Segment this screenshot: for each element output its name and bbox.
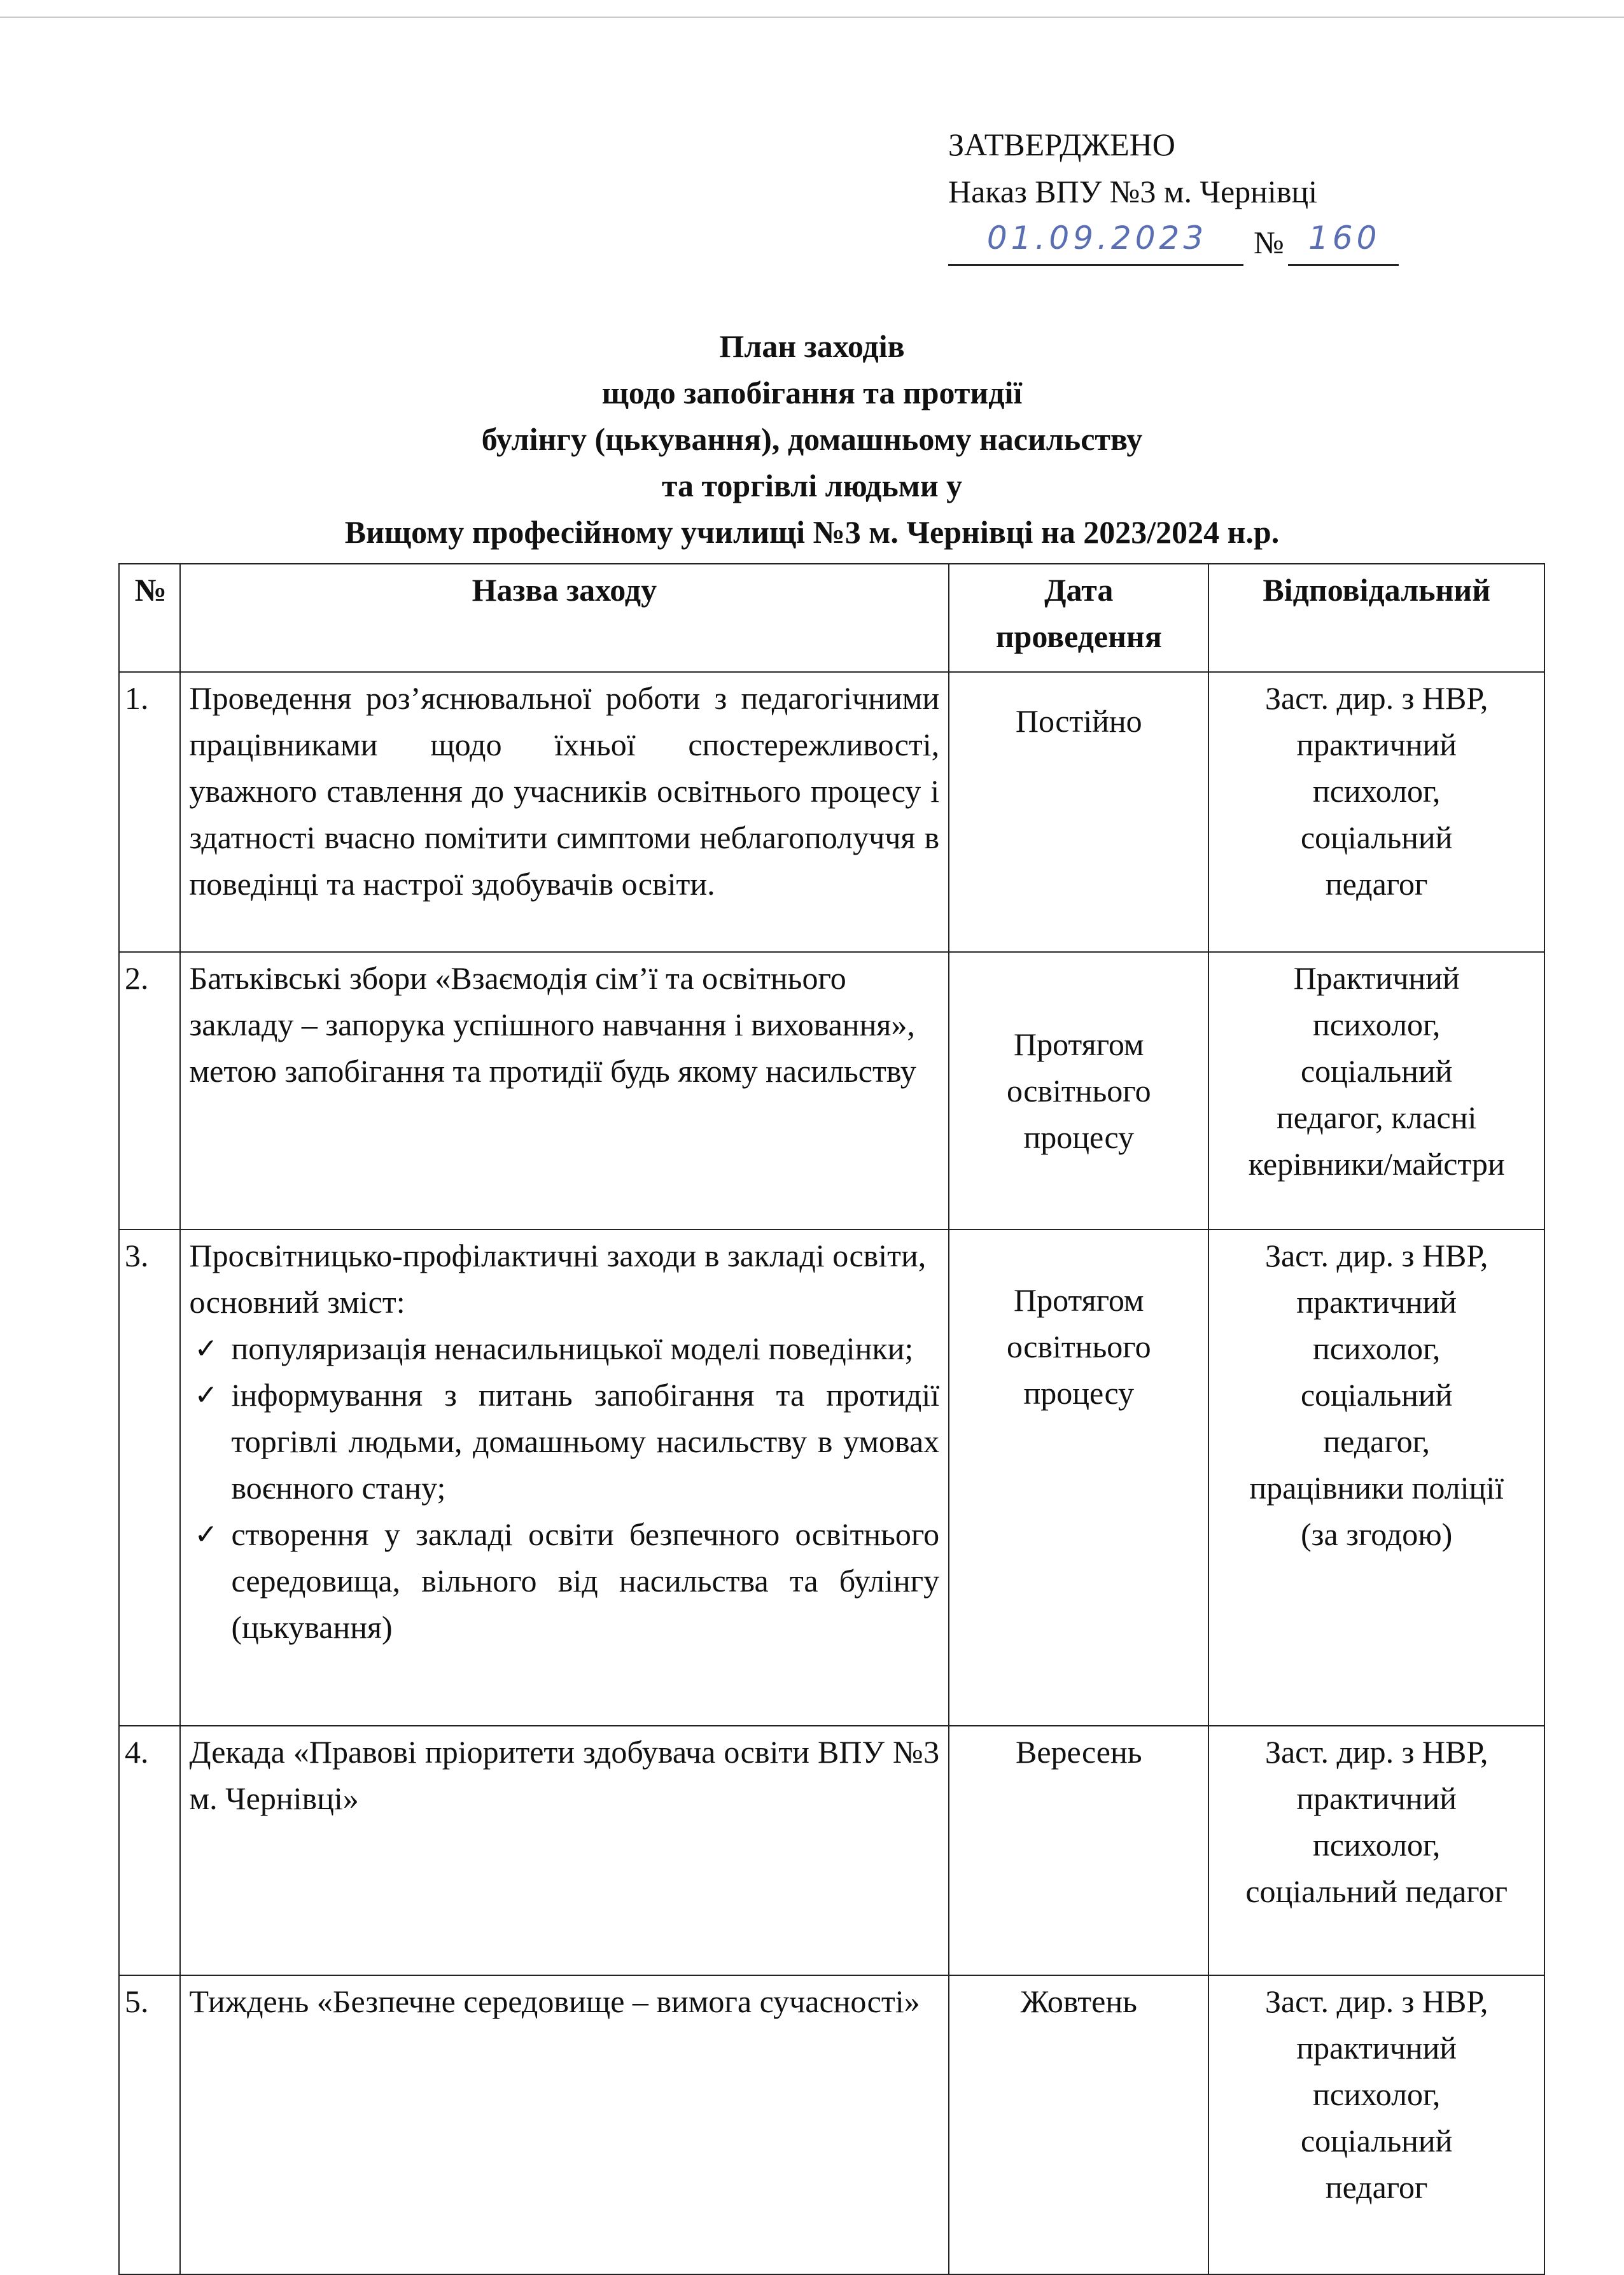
row-date-line: процесу (1023, 1375, 1135, 1411)
row-num: 5. (119, 1975, 180, 2274)
header-date (949, 564, 1208, 672)
title-line-1: План заходів (719, 328, 905, 364)
row-num: 3. (119, 1229, 180, 1726)
responsible-line: психолог, (1312, 1331, 1441, 1366)
bullet-list (190, 1326, 940, 1651)
responsible-line: психолог, (1312, 1007, 1441, 1042)
row-date (949, 1229, 1208, 1726)
row-date (949, 672, 1208, 952)
row-date-line: Протягом (1013, 1282, 1144, 1318)
responsible-line: психолог, (1312, 2076, 1441, 2112)
row-num: 2. (119, 952, 180, 1229)
responsible-line: Заст. дир. з НВР, (1264, 1984, 1488, 2019)
row-name: Проведення роз’яснювальної роботи з педагогічними працівниками щодо їхньої спостережливості, уважного ставлення до учасників освітнього процесу і здатності вчасно помітити симптоми неблагополуччя в поведінці та настрої здобувачів освіти. (180, 672, 949, 952)
table-header-row (119, 564, 1544, 672)
approval-status: ЗАТВЕРДЖЕНО (948, 127, 1175, 162)
row-num: 4. (119, 1726, 180, 1975)
row-date (949, 1726, 1208, 1975)
responsible-line: Заст. дир. з НВР, (1264, 1734, 1488, 1770)
plan-table (118, 563, 1545, 2275)
row-responsible (1208, 1975, 1544, 2274)
approval-block (948, 121, 1399, 266)
row-name: Тиждень «Безпечне середовище – вимога сучасності» (180, 1975, 949, 2274)
responsible-line: соціальний (1300, 820, 1453, 855)
responsible-line: практичний (1296, 2030, 1457, 2066)
handwritten-number: 160 (1288, 214, 1399, 266)
table-row (119, 1726, 1544, 1975)
responsible-line: соціальний (1300, 1377, 1453, 1413)
table-row (119, 952, 1544, 1229)
responsible-line: практичний (1296, 727, 1457, 762)
responsible-line: психолог, (1312, 1827, 1441, 1863)
responsible-line: Практичний (1293, 960, 1460, 996)
list-item-text: створення у закладі освіти безпечного освітнього середовища, вільного від насильства та булінгу (цькування) (231, 1516, 940, 1645)
row-responsible (1208, 1229, 1544, 1726)
checkmark-icon: ✓ (194, 1333, 218, 1365)
title-line-3: булінгу (цькування), домашньому насильству (481, 421, 1143, 457)
responsible-line: соціальний (1300, 1053, 1453, 1089)
approval-date-number (948, 215, 1399, 266)
row-date-line: Постійно (1015, 703, 1142, 739)
checkmark-icon: ✓ (194, 1379, 218, 1411)
checkmark-icon: ✓ (194, 1518, 218, 1551)
row-name: Декада «Правові пріоритети здобувача освіти ВПУ №3 м. Чернівці» (180, 1726, 949, 1975)
responsible-line: працівники поліції (1249, 1470, 1504, 1506)
row-date-line: процесу (1023, 1119, 1135, 1155)
list-item-text: популяризація ненасильницької моделі поведінки; (231, 1331, 914, 1366)
row-responsible (1208, 952, 1544, 1229)
row-num: 1. (119, 672, 180, 952)
row-name-intro: Просвітницько-профілактичні заходи в закладі освіти, основний зміст: (189, 1238, 927, 1320)
list-item (190, 1511, 940, 1651)
row-date (949, 1975, 1208, 2274)
responsible-line: педагог (1325, 2169, 1428, 2205)
responsible-line: (за згодою) (1301, 1516, 1453, 1552)
row-date-line: Вересень (1016, 1734, 1142, 1770)
row-date-line: освітнього (1006, 1329, 1151, 1364)
responsible-line: педагог (1325, 866, 1428, 902)
list-item-text: інформування з питань запобігання та протидії торгівлі людьми, домашньому насильству в умовах воєнного стану; (231, 1377, 940, 1506)
responsible-line: Заст. дир. з НВР, (1264, 1238, 1488, 1273)
title-line-5: Вищому професійному училищі №3 м. Чернівці на 2023/2024 н.р. (344, 514, 1280, 550)
document-title (0, 323, 1624, 556)
responsible-line: соціальний (1300, 2123, 1453, 2159)
header-date-line-2: проведення (995, 619, 1162, 654)
responsible-line: психолог, (1312, 773, 1441, 809)
row-date (949, 952, 1208, 1229)
responsible-line: соціальний педагог (1245, 1873, 1508, 1909)
responsible-line: педагог, (1323, 1424, 1430, 1459)
row-date-line: освітнього (1006, 1072, 1151, 1109)
row-responsible (1208, 1726, 1544, 1975)
list-item (190, 1326, 940, 1372)
responsible-line: Заст. дир. з НВР, (1264, 680, 1488, 716)
table-row (119, 1229, 1544, 1726)
scan-edge-line (0, 17, 1624, 18)
responsible-line: педагог, класні (1277, 1100, 1477, 1135)
approval-order: Наказ ВПУ №3 м. Чернівці (948, 174, 1318, 209)
handwritten-date: 01.09.2023 (948, 214, 1243, 266)
responsible-line: практичний (1296, 1284, 1457, 1320)
header-responsible: Відповідальний (1208, 564, 1544, 672)
row-date-line: Жовтень (1020, 1984, 1137, 2019)
row-responsible (1208, 672, 1544, 952)
header-num: № (119, 564, 180, 672)
list-item (190, 1372, 940, 1511)
number-label: № (1254, 225, 1284, 260)
table-row (119, 672, 1544, 952)
row-date-line: Протягом (1013, 1026, 1144, 1062)
responsible-line: практичний (1296, 1781, 1457, 1816)
table-row (119, 1975, 1544, 2274)
title-line-4: та торгівлі людьми у (661, 468, 963, 503)
header-date-line-1: Дата (1044, 572, 1114, 608)
row-name (180, 1229, 949, 1726)
header-name: Назва заходу (180, 564, 949, 672)
responsible-line: керівники/майстри (1248, 1146, 1505, 1182)
title-line-2: щодо запобігання та протидії (601, 375, 1023, 410)
row-name: Батьківські збори «Взаємодія сім’ї та освітнього закладу – запорука успішного навчання і виховання», метою запобігання та протидії будь якому насильству (180, 952, 949, 1229)
